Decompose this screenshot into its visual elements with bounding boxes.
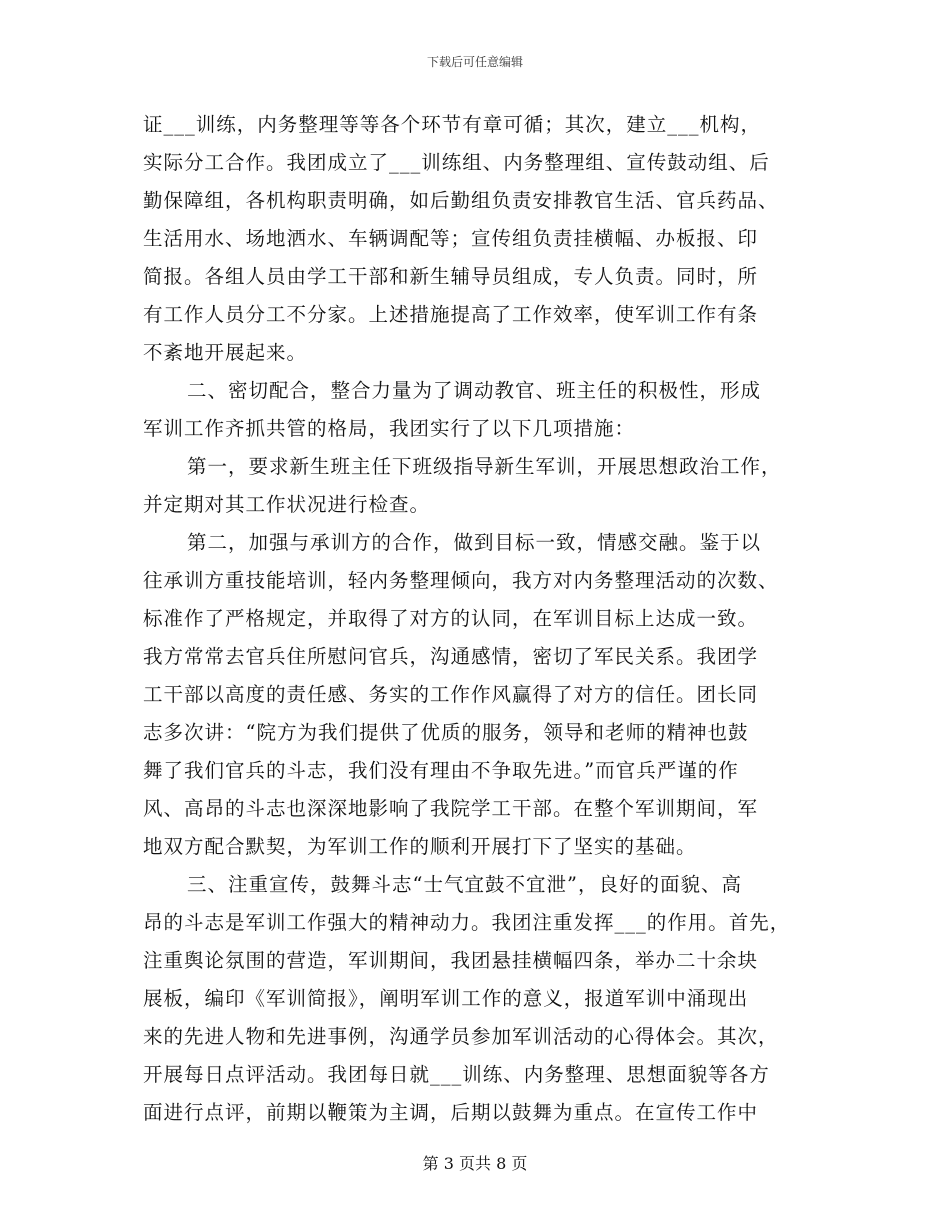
page-number: 第 3 页共 8 页 (422, 1154, 528, 1173)
text-line: 面进行点评，前期以鞭策为主调，后期以鼓舞为重点。在宣传工作中 (143, 1101, 759, 1124)
text-line: 来的先进人物和先进事例，沟通学员参加军训活动的心得体会。其次， (143, 1025, 779, 1048)
text-line: 第一，要求新生班主任下班级指导新生军训，开展思想政治工作， (187, 455, 782, 478)
text-line: 不紊地开展起来。 (143, 341, 308, 364)
page-header: 下载后可任意编辑 (426, 55, 523, 69)
text-line: 证___训练，内务整理等等各个环节有章可循；其次，建立___机构， (143, 113, 762, 136)
text-line: 第二，加强与承训方的合作，做到目标一致，情感交融。鉴于以 (187, 531, 762, 554)
text-line: 实际分工合作。我团成立了___训练组、内务整理组、宣传鼓动组、后 (143, 151, 770, 174)
document-body (143, 106, 808, 1132)
text-line: 生活用水、场地洒水、车辆调配等；宣传组负责挂横幅、办板报、印 (143, 227, 759, 250)
text-line: 二、密切配合，整合力量为了调动教官、班主任的积极性，形成 (187, 379, 762, 402)
text-line: 往承训方重技能培训，轻内务整理倾向，我方对内务整理活动的次数、 (143, 569, 779, 592)
text-line: 志多次讲：“院方为我们提供了优质的服务，领导和老师的精神也鼓 (143, 721, 749, 744)
text-line: 勤保障组，各机构职责明确，如后勤组负责安排教官生活、官兵药品、 (143, 189, 779, 212)
text-line: 昂的斗志是军训工作强大的精神动力。我团注重发挥___的作用。首先， (143, 911, 791, 934)
text-line: 军训工作齐抓共管的格局，我团实行了以下几项措施： (143, 417, 636, 440)
text-line: 我方常常去官兵住所慰问官兵，沟通感情，密切了军民关系。我团学 (143, 645, 759, 668)
text-line: 工干部以高度的责任感、务实的工作作风赢得了对方的信任。团长同 (143, 683, 759, 706)
text-line: 标准作了严格规定，并取得了对方的认同，在军训目标上达成一致。 (143, 607, 759, 630)
text-line: 展板，编印《军训简报》，阐明军训工作的意义，报道军训中涌现出 (143, 987, 749, 1010)
text-line: 注重舆论氛围的营造，军训期间，我团悬挂横幅四条，举办二十余块 (143, 949, 759, 972)
text-line: 地双方配合默契，为军训工作的顺利开展打下了坚实的基础。 (143, 835, 697, 858)
text-line: 简报。各组人员由学工干部和新生辅导员组成，专人负责。同时，所 (143, 265, 759, 288)
text-line: 开展每日点评活动。我团每日就___训练、内务整理、思想面貌等各方 (143, 1063, 770, 1086)
text-line: 并定期对其工作状况进行检查。 (143, 493, 431, 516)
text-line: 舞了我们官兵的斗志，我们没有理由不争取先进。”而官兵严谨的作 (143, 759, 739, 782)
text-line: 风、高昂的斗志也深深地影响了我院学工干部。在整个军训期间，军 (143, 797, 759, 820)
text-line: 三、注重宣传，鼓舞斗志“士气宜鼓不宜泄”，良好的面貌、高 (187, 873, 742, 896)
text-line: 有工作人员分工不分家。上述措施提高了工作效率，使军训工作有条 (143, 303, 759, 326)
